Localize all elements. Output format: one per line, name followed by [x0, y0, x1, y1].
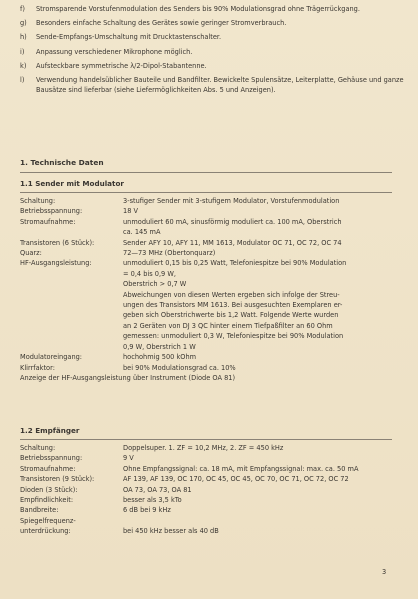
spec-value-line: 0,9 W, Oberstrich 1 W: [123, 342, 196, 351]
spec-value-line: ungen des Transistors MM 1613. Bei ausgesuchten Exemplaren er-: [123, 301, 343, 310]
spec-value-line: OA 73, OA 73, OA 81: [123, 485, 192, 494]
spec-value-line: Abweichungen von diesen Werten ergeben sich infolge der Streu-: [123, 290, 340, 299]
spec-value-line: hochohmig 500 kOhm: [123, 353, 197, 362]
spec-value-line: unmoduliert 0,15 bis 0,25 Watt, Telefoniespitze bei 90% Modulation: [123, 259, 347, 268]
spec-value: [123, 258, 395, 352]
spec-row: [20, 516, 395, 526]
list-item: h) Sende-Empfangs-Umschaltung mit Drucktastenschalter.: [20, 33, 222, 42]
spec-label: Klirrfaktor:: [20, 363, 55, 372]
spec-row: [20, 206, 395, 216]
divider: [20, 439, 392, 440]
spec-label: Modulatoreingang:: [20, 353, 83, 362]
list-item: g) Besonders einfache Schaltung des Gerätes sowie geringer Stromverbrauch.: [20, 19, 287, 28]
spec-value: [123, 474, 395, 484]
section-title: 1. Technische Daten: [20, 158, 104, 167]
sender-heading: 1.1 Sender mit Modulator: [20, 179, 124, 188]
spec-row: [20, 453, 395, 463]
spec-label: Dioden (3 Stück):: [20, 485, 78, 494]
spec-row: [20, 464, 395, 474]
spec-value: [123, 464, 395, 474]
spec-value-line: AF 139, AF 139, OC 170, OC 45, OC 45, OC 70, OC 71, OC 72, OC 72: [123, 475, 349, 484]
spec-value-line: bei 450 kHz besser als 40 dB: [123, 527, 219, 536]
spec-value-line: unmoduliert 60 mA, sinusförmig moduliert ca. 100 mA, Oberstrich: [123, 217, 342, 226]
spec-value-line: 9 V: [123, 454, 134, 463]
spec-value-line: an 2 Geräten von DJ 3 QC hinter einem Tiefpaßfilter an 60 Ohm: [123, 321, 333, 330]
spec-label: Betriebsspannung:: [20, 207, 83, 216]
spec-value: [123, 206, 395, 216]
spec-row: [20, 248, 395, 258]
spec-value-line: [123, 516, 395, 526]
spec-row: [20, 217, 395, 238]
spec-value: [123, 363, 395, 373]
spec-label: Betriebsspannung:: [20, 454, 83, 463]
spec-label: Bandbreite:: [20, 506, 59, 515]
spec-value-line: 18 V: [123, 207, 138, 216]
list-item: i) Anpassung verschiedener Mikrophone möglich.: [20, 47, 193, 56]
spec-row: [20, 363, 395, 373]
spec-value-line: bei 90% Modulationsgrad ca. 10%: [123, 363, 236, 372]
spec-value: [123, 453, 395, 463]
page-number: 3: [382, 568, 387, 576]
spec-label: Stromaufnahme:: [20, 464, 76, 473]
spec-value-line: Doppelsuper. 1. ZF = 10,2 MHz, 2. ZF = 450 kHz: [123, 444, 284, 452]
spec-value-line: 3-stufiger Sender mit 3-stufigem Modulator, Vorstufenmodulation: [123, 197, 340, 205]
spec-row: [20, 238, 395, 248]
spec-value: [123, 526, 395, 536]
spec-label: Quarz:: [20, 249, 42, 258]
spec-value-line: = 0,4 bis 0,9 W,: [123, 269, 176, 278]
feature-list: [20, 5, 410, 100]
spec-value: [123, 196, 395, 206]
spec-value: [123, 443, 395, 453]
spec-row: [20, 474, 395, 484]
spec-label: unterdrückung:: [20, 527, 71, 536]
spec-value: [123, 352, 395, 362]
spec-label: HF-Ausgangsleistung:: [20, 259, 92, 268]
spec-value-line: Ohne Empfangssignal: ca. 18 mA, mit Empfangssignal: max. ca. 50 mA: [123, 464, 359, 473]
receiver-heading: 1.2 Empfänger: [20, 426, 80, 435]
list-item: k) Aufsteckbare symmetrische λ/2-Dipol-Stabantenne.: [20, 61, 207, 70]
spec-value: [123, 505, 395, 515]
spec-value: [123, 248, 395, 258]
spec-value: [123, 238, 395, 248]
spec-value-line: Oberstrich > 0,7 W: [123, 280, 187, 289]
spec-row: [20, 352, 395, 362]
divider: [20, 192, 392, 193]
sender-spec-table: [20, 196, 395, 383]
spec-label: Schaltung:: [20, 444, 56, 452]
list-item: l) Verwendung handelsüblicher Bauteile und Bandfilter. Bewickelte Spulensätze, Leiterplatte, Gehäuse und ganze Bausätze sind lieferbar (siehe Liefermöglichkeiten Abs. 5 und Anzeigen).: [20, 75, 404, 94]
spec-row: [20, 526, 395, 536]
spec-row: [20, 443, 395, 453]
spec-row: [20, 258, 395, 352]
spec-value-line: gemessen: unmoduliert 0,3 W, Telefoniespitze bei 90% Modulation: [123, 332, 344, 341]
spec-value-line: besser als 3,5 kTo: [123, 496, 182, 505]
spec-row: [20, 485, 395, 495]
spec-value-line: ca. 145 mA: [123, 228, 161, 237]
spec-label: Spiegelfrequenz-: [20, 516, 76, 525]
spec-label: Empfindlichkeit:: [20, 496, 74, 505]
spec-value-line: 72—73 MHz (Obertonquarz): [123, 249, 216, 258]
spec-value: [123, 217, 395, 238]
spec-value: [123, 485, 395, 495]
spec-row: [20, 495, 395, 505]
sender-note: Anzeige der HF-Ausgangsleistung über Instrument (Diode OA 81): [20, 373, 236, 382]
spec-row: [20, 505, 395, 515]
list-item: f) Stromsparende Vorstufenmodulation des Senders bis 90% Modulationsgrad ohne Trägerrückgang.: [20, 5, 360, 13]
divider: [20, 172, 392, 173]
spec-value: [123, 516, 395, 526]
spec-label: Transistoren (6 Stück):: [20, 238, 95, 247]
receiver-spec-table: [20, 443, 395, 537]
spec-label: Schaltung:: [20, 197, 56, 205]
spec-label: Transistoren (9 Stück):: [20, 475, 95, 484]
spec-value-line: geben sich Oberstrichwerte bis 1,2 Watt. Folgende Werte wurden: [123, 311, 339, 320]
spec-row: [20, 196, 395, 206]
spec-value-line: Sender AFY 10, AFY 11, MM 1613, Modulator OC 71, OC 72, OC 74: [123, 238, 342, 247]
spec-value: [123, 495, 395, 505]
spec-value-line: 6 dB bei 9 kHz: [123, 506, 171, 515]
spec-label: Stromaufnahme:: [20, 217, 76, 226]
